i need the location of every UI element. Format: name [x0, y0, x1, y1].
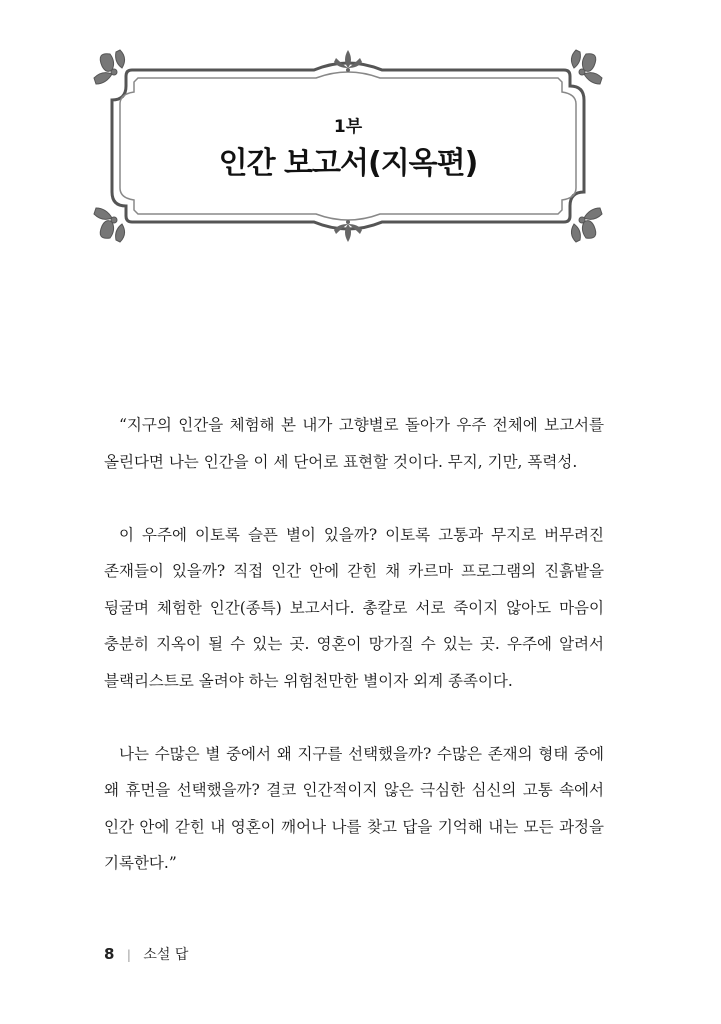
chapter-title: 인간 보고서(지옥편)	[218, 146, 478, 181]
page-number: 8	[104, 945, 115, 963]
footer-separator: |	[126, 948, 131, 962]
part-label: 1부	[333, 117, 363, 137]
title-frame	[92, 48, 604, 244]
body-text	[104, 407, 604, 882]
page-footer	[104, 944, 188, 964]
book-title: 소설 답	[143, 947, 189, 963]
paragraph: 이 우주에 이토록 슬픈 별이 있을까? 이토록 고통과 무지로 버무려진 존재들이 있을까? 직접 인간 안에 갇힌 채 카르마 프로그램의 진흙밭을 뒹굴며 체험한 인간(종특) 보고서다. 총칼로 서로 죽이지 않아도 마음이 충분히 지옥이 될 수 있는 곳. 영혼이 망가질 수 있는 곳. 우주에 알려서 블랙리스트로 올려야 하는 위험천만한 별이자 외계 종족이다.	[104, 525, 604, 690]
paragraph: 나는 수많은 별 중에서 왜 지구를 선택했을까? 수많은 존재의 형태 중에 왜 휴먼을 선택했을까? 결코 인간적이지 않은 극심한 심신의 고통 속에서 인간 안에 갇힌 내 영혼이 깨어나 나를 찾고 답을 기억해 내는 모든 과정을 기록한다.”	[104, 744, 604, 872]
paragraph: “지구의 인간을 체험해 본 내가 고향별로 돌아가 우주 전체에 보고서를 올린다면 나는 인간을 이 세 단어로 표현할 것이다. 무지, 기만, 폭력성.	[104, 416, 604, 471]
